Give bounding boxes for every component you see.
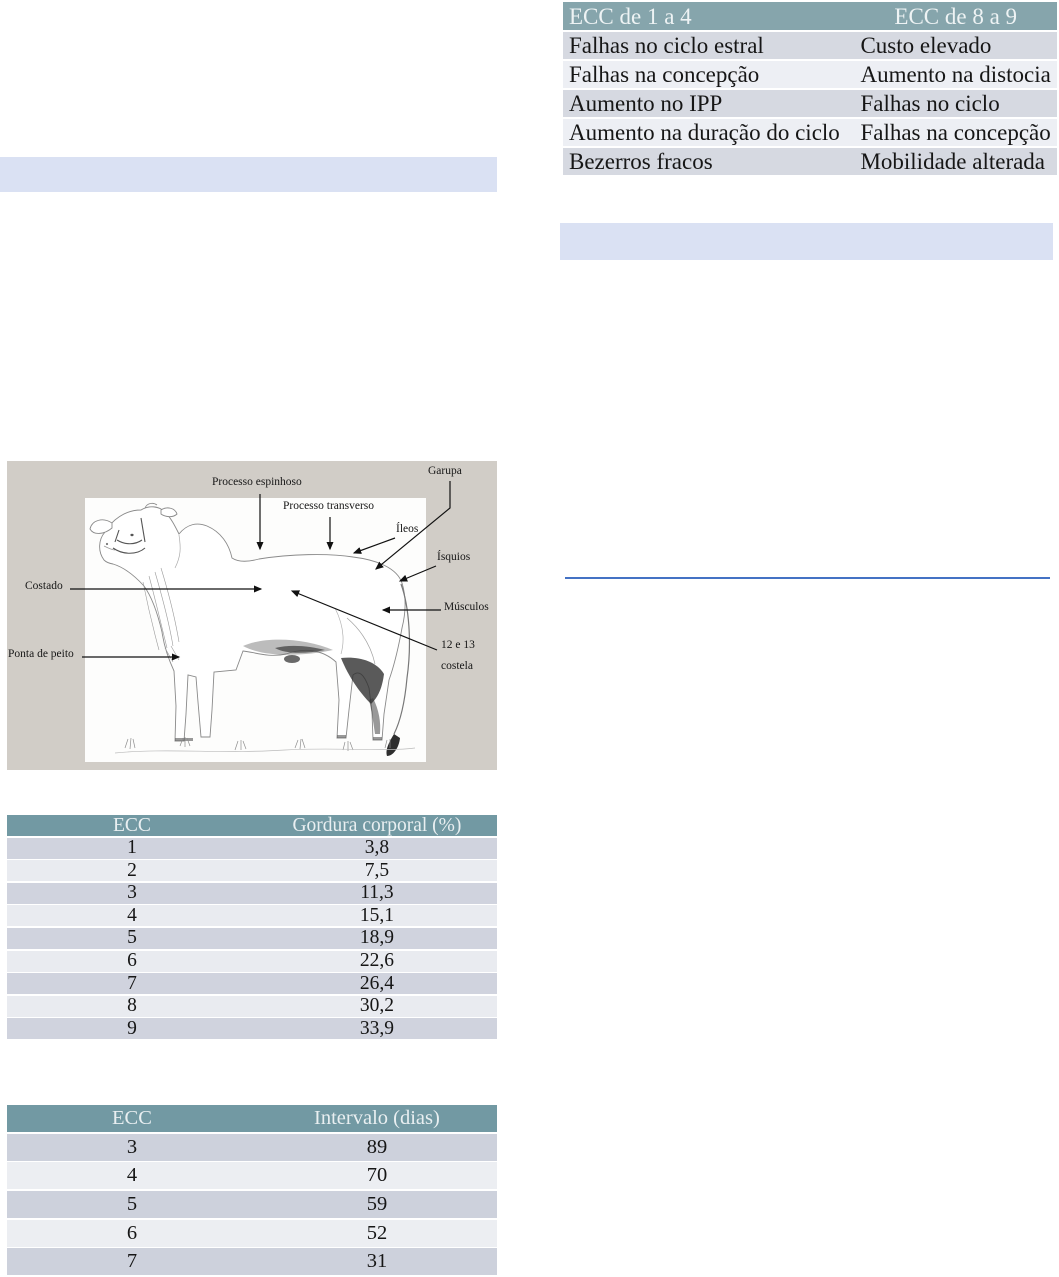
cattle-anatomy-figure (7, 461, 497, 770)
table-cell: 6 (126, 1221, 138, 1244)
table-cell: Falhas no ciclo (860, 91, 1000, 116)
table-cell: Aumento na duração do ciclo (569, 120, 840, 145)
figure-label-musculos: Músculos (444, 601, 489, 613)
divider-line (565, 577, 1050, 579)
table-cell: 7 (127, 972, 137, 994)
figure-label-ileos: Íleos (396, 523, 419, 535)
table-row (7, 928, 497, 949)
table-cell: Bezerros fracos (569, 149, 713, 174)
ecc-comparison-table (563, 2, 1057, 177)
table-cell: 89 (366, 1135, 388, 1158)
column-header: ECC de 8 a 9 (894, 3, 1018, 29)
table-cell: 4 (127, 904, 137, 926)
calving-interval-table (7, 1105, 497, 1277)
highlight-bar-left (0, 157, 497, 192)
table-cell: Falhas na concepção (569, 62, 760, 87)
table-row (7, 860, 497, 881)
table-cell: 1 (127, 837, 137, 859)
table-header-row (7, 1105, 497, 1132)
figure-label-12-e-13: 12 e 13 (441, 639, 475, 651)
table-cell: 70 (366, 1164, 388, 1187)
table-cell: Aumento na distocia (860, 62, 1051, 87)
figure-label-processo-transverso: Processo transverso (283, 500, 375, 512)
table-cell: 11,3 (360, 882, 394, 904)
table-cell: Falhas na concepção (860, 120, 1051, 145)
table-cell: Custo elevado (860, 33, 992, 58)
column-header: ECC (112, 1107, 152, 1129)
highlight-bar-right (560, 223, 1053, 260)
table-cell: Aumento no IPP (569, 91, 723, 116)
column-header: Gordura corporal (%) (292, 814, 462, 836)
figure-label-garupa: Garupa (428, 465, 462, 477)
table-cell: 33,9 (359, 1017, 394, 1039)
table-cell: 4 (126, 1164, 138, 1187)
table-cell: 7,5 (364, 859, 390, 881)
table-cell: 6 (127, 950, 137, 972)
table-cell: 7 (126, 1250, 138, 1273)
table-cell: 2 (127, 859, 137, 881)
table-row (7, 905, 497, 926)
table-row (7, 1191, 497, 1218)
figure-label-processo-espinhoso: Processo espinhoso (212, 476, 302, 488)
table-cell: 9 (127, 1017, 137, 1039)
table-row (7, 883, 497, 904)
figure-label-costela: costela (441, 660, 473, 672)
table-cell: 18,9 (359, 927, 394, 949)
table-row (563, 32, 1057, 59)
table-cell: 26,4 (359, 972, 394, 994)
body-fat-table (7, 815, 497, 1041)
table-row (7, 973, 497, 994)
table-row (563, 148, 1057, 175)
table-row (7, 951, 497, 972)
table-row (7, 1162, 497, 1189)
figure-label-ponta-de-peito: Ponta de peito (8, 648, 74, 660)
figure-label-isquios: Ísquios (437, 551, 471, 563)
table-cell: 52 (366, 1221, 388, 1244)
table-row (7, 838, 497, 859)
table-row (7, 1134, 497, 1161)
table-row (563, 90, 1057, 117)
annotation-arrows (7, 461, 497, 770)
table-cell: Mobilidade alterada (860, 149, 1046, 174)
table-cell: 5 (127, 927, 137, 949)
table-cell: 3 (127, 882, 137, 904)
table-cell: 30,2 (359, 995, 394, 1017)
table-cell: 59 (366, 1193, 388, 1216)
table-cell: 8 (127, 995, 137, 1017)
column-header: ECC de 1 a 4 (569, 3, 692, 29)
table-row (7, 1248, 497, 1275)
table-row (563, 61, 1057, 88)
table-row (7, 1220, 497, 1247)
column-header: Intervalo (dias) (314, 1107, 440, 1129)
table-cell: 3,8 (364, 837, 390, 859)
table-row (7, 996, 497, 1017)
table-cell: 22,6 (359, 950, 394, 972)
figure-label-costado: Costado (25, 580, 63, 592)
table-cell: 15,1 (359, 904, 394, 926)
column-header: ECC (112, 814, 151, 836)
table-row (563, 119, 1057, 146)
table-cell: Falhas no ciclo estral (569, 33, 764, 58)
table-header-row (563, 2, 1057, 30)
table-cell: 3 (126, 1135, 138, 1158)
table-cell: 31 (366, 1250, 388, 1273)
table-cell: 5 (126, 1193, 138, 1216)
table-row (7, 1018, 497, 1039)
table-header-row (7, 815, 497, 836)
